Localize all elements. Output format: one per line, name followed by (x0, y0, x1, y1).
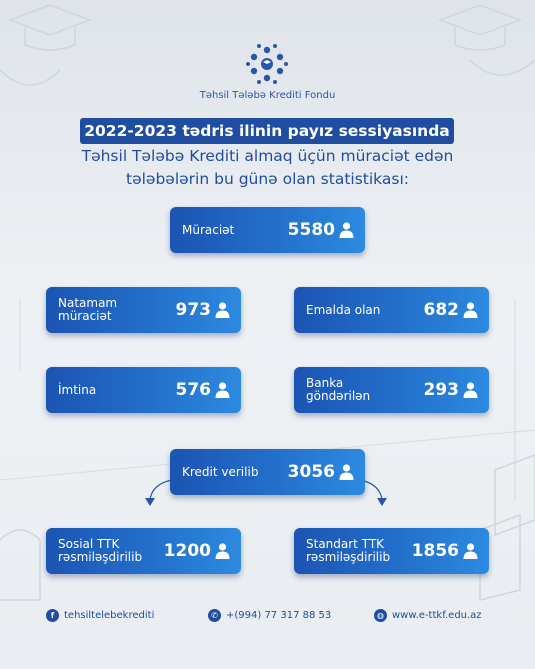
stat-label: Kredit verilib (182, 464, 259, 479)
headline-line-2: Təhsil Tələbə Krediti almaq üçün müraciət edən (81, 147, 454, 165)
whatsapp-icon: ✆ (208, 609, 221, 622)
footer-website[interactable] (374, 605, 482, 625)
person-icon (215, 302, 230, 318)
stat-card-sosial (46, 528, 241, 574)
stat-label: İmtina (58, 382, 97, 397)
stat-value: 3056 (287, 462, 335, 482)
stat-card-imtina (46, 367, 241, 413)
globe-icon: ◍ (374, 609, 387, 622)
headline-line-1: 2022-2023 tədris ilinin payız sessiyasında (80, 118, 454, 144)
stat-value: 1200 (163, 541, 211, 561)
stat-value: 682 (423, 300, 459, 320)
stat-label: Natamam müraciət (58, 296, 118, 323)
stat-card-banka (294, 367, 489, 413)
stat-value: 576 (175, 380, 211, 400)
stat-value: 293 (423, 380, 459, 400)
person-icon (463, 382, 478, 398)
facebook-handle: tehsiltelebekrediti (64, 609, 155, 621)
stat-label: Emalda olan (306, 302, 381, 317)
person-icon (215, 543, 230, 559)
stat-label: Standart TTK rəsmiləşdirilib (306, 537, 391, 564)
person-icon (339, 464, 354, 480)
stat-card-kredit (170, 449, 365, 495)
person-icon (215, 382, 230, 398)
headline-line-3: tələbələrin bu günə olan statistikası: (126, 170, 409, 188)
stat-label: Sosial TTK rəsmiləşdirilib (58, 537, 143, 564)
footer-phone[interactable] (208, 605, 331, 625)
person-icon (463, 302, 478, 318)
phone-number: +(994) 77 317 88 53 (226, 609, 332, 621)
stat-card-emalda (294, 287, 489, 333)
person-icon (339, 222, 354, 238)
stat-card-natamam (46, 287, 241, 333)
stat-label: Müraciət (182, 222, 235, 237)
stat-value: 973 (175, 300, 211, 320)
facebook-icon: f (46, 609, 59, 622)
org-logo (244, 42, 290, 86)
org-name: Təhsil Tələbə Krediti Fondu (199, 90, 336, 101)
stat-value: 1856 (411, 541, 459, 561)
footer-facebook[interactable] (46, 605, 154, 625)
website-url: www.e-ttkf.edu.az (392, 609, 482, 621)
person-icon (463, 543, 478, 559)
stat-card-muraciet (170, 207, 365, 253)
stat-label: Banka göndərilən (306, 376, 371, 403)
stat-card-standart (294, 528, 489, 574)
stat-value: 5580 (287, 220, 335, 240)
